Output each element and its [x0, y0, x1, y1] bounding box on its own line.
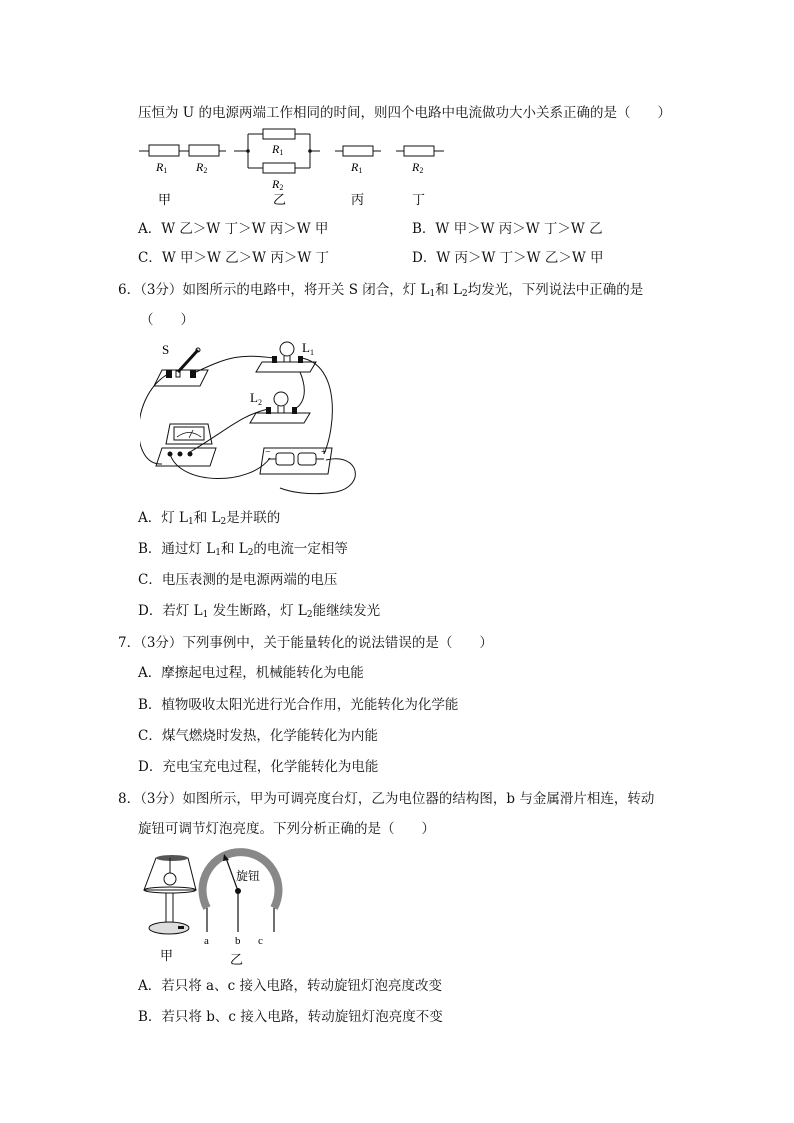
caption-jia-lamp: 甲	[160, 948, 174, 963]
label-l1: $L_1$	[302, 340, 314, 357]
label-r1-parallel: R1	[272, 142, 284, 157]
q8-option-b[interactable]: B．若只将 b、c 接入电路，转动旋钮灯泡亮度不变	[138, 1009, 443, 1025]
q7-stem: 7．（3分）下列事例中，关于能量转化的说法错误的是（ ）	[118, 635, 493, 651]
resistor-r1	[149, 145, 179, 156]
caption-bing: 丙	[351, 192, 365, 207]
caption-ding: 丁	[412, 192, 426, 207]
label-l2: $L_2$	[250, 390, 262, 407]
circuit-ding	[396, 146, 444, 175]
resistor-r1-single	[343, 146, 373, 156]
q6-stem: 6．（3分）如图所示的电路中，将开关 S 闭合，灯 $L_1$和 $L_2$均发光，下列说法中正确的是	[118, 282, 644, 299]
q6-option-d[interactable]: D．若灯 $L_1$ 发生断路，灯 $L_2$能继续发光	[138, 603, 381, 620]
resistor-r2-single	[404, 146, 434, 156]
q6-circuit-figure	[140, 336, 370, 496]
resistor-r1-parallel	[263, 129, 295, 139]
q7-option-a[interactable]: A．摩擦起电过程，机械能转化为电能	[138, 665, 364, 681]
q5-option-a[interactable]: A．W 乙＞W 丁＞W 丙＞W 甲	[138, 221, 329, 237]
switch-s	[154, 342, 208, 386]
circuit-jia	[139, 145, 226, 175]
q6-option-c[interactable]: C．电压表测的是电源两端的电压	[138, 572, 338, 588]
table-lamp	[144, 855, 196, 934]
label-knob: 旋钮	[236, 869, 261, 883]
label-r2-parallel: R2	[272, 177, 284, 192]
lamp-l2	[250, 390, 310, 423]
circuit-yi	[234, 129, 320, 192]
label-s: S	[162, 342, 170, 357]
q5-stem-continuation: 压恒为 U 的电源两端工作相同的时间，则四个电路中电流做功大小关系正确的是（ ）	[138, 105, 671, 121]
q6-option-b[interactable]: B．通过灯 $L_1$和 $L_2$的电流一定相等	[138, 541, 348, 558]
label-c: c	[258, 935, 263, 947]
label-r1: R1	[156, 160, 168, 175]
label-a: a	[204, 935, 209, 947]
label-r2: R2	[196, 160, 208, 175]
q5-circuit-figure	[136, 128, 456, 210]
q5-option-b[interactable]: B．W 甲＞W 丙＞W 丁＞W 乙	[412, 221, 603, 237]
q7-option-c[interactable]: C．煤气燃烧时发热，化学能转化为内能	[138, 728, 378, 744]
svg-text:−: −	[265, 447, 271, 458]
q8-figure	[138, 846, 288, 968]
q5-option-c[interactable]: C．W 甲＞W 乙＞W 丙＞W 丁	[138, 250, 330, 266]
label-b: b	[235, 935, 241, 947]
q8-option-a[interactable]: A．若只将 a、c 接入电路，转动旋钮灯泡亮度改变	[138, 978, 442, 994]
q6-option-a[interactable]: A．灯 $L_1$和 $L_2$是并联的	[138, 510, 281, 527]
label-r2-single: R2	[412, 160, 424, 175]
potentiometer	[203, 852, 279, 947]
lamp-l1	[256, 340, 316, 372]
voltmeter	[156, 424, 216, 466]
caption-jia: 甲	[158, 192, 172, 207]
caption-yi-pot: 乙	[230, 952, 244, 967]
q8-stem-line2: 旋钮可调节灯泡亮度。下列分析正确的是（ ）	[138, 821, 435, 837]
q5-option-d[interactable]: D．W 丙＞W 丁＞W 乙＞W 甲	[412, 250, 604, 266]
resistor-r2	[189, 145, 219, 156]
q7-option-d[interactable]: D．充电宝充电过程，化学能转化为电能	[138, 759, 379, 775]
q6-stem-bracket: （ ）	[140, 312, 194, 328]
resistor-r2-parallel	[263, 163, 295, 173]
q7-option-b[interactable]: B．植物吸收太阳光进行光合作用，光能转化为化学能	[138, 697, 459, 713]
label-r1-single: R1	[351, 160, 363, 175]
caption-yi: 乙	[273, 192, 287, 207]
svg-text:+: +	[321, 447, 327, 458]
circuit-bing	[335, 146, 381, 175]
q8-stem-line1: 8．（3分）如图所示，甲为可调亮度台灯，乙为电位器的结构图，b 与金属滑片相连，转动	[118, 791, 655, 807]
battery-pack	[260, 447, 332, 474]
